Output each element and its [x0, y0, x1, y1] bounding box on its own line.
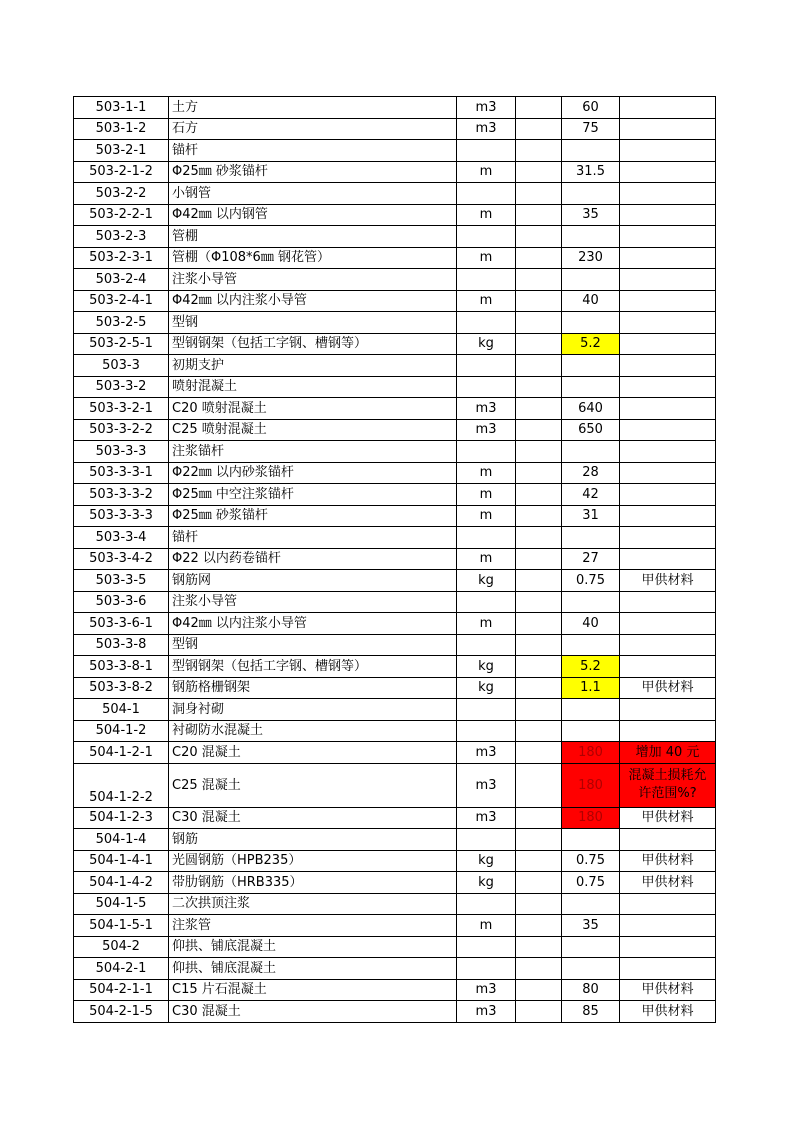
item-code-cell[interactable]: 503-2-5 — [74, 312, 169, 334]
note-cell[interactable]: 甲供材料 — [620, 850, 716, 872]
unit-cell[interactable]: m3 — [457, 118, 516, 140]
item-code-cell[interactable]: 504-1-2-2 — [74, 763, 169, 807]
item-code-cell[interactable]: 503-3-4-2 — [74, 548, 169, 570]
table-row — [74, 290, 716, 312]
table-row — [74, 677, 716, 699]
table-row — [74, 893, 716, 915]
quantity-cell[interactable]: 35 — [562, 204, 620, 226]
quantity-cell[interactable] — [562, 720, 620, 742]
blank-cell[interactable] — [516, 118, 562, 140]
item-code-cell[interactable]: 503-3-2-1 — [74, 398, 169, 420]
quantity-cell[interactable] — [562, 527, 620, 549]
item-name-cell[interactable]: 小钢管 — [169, 183, 457, 205]
note-cell[interactable]: 甲供材料 — [620, 677, 716, 699]
quantity-cell[interactable] — [562, 183, 620, 205]
note-cell[interactable] — [620, 398, 716, 420]
blank-cell[interactable] — [516, 570, 562, 592]
item-name-cell[interactable]: 型钢 — [169, 312, 457, 334]
note-cell[interactable] — [620, 204, 716, 226]
quantity-cell[interactable]: 31.5 — [562, 161, 620, 183]
item-code-cell[interactable]: 503-1-1 — [74, 97, 169, 119]
blank-cell[interactable] — [516, 829, 562, 851]
item-name-cell[interactable]: 土方 — [169, 97, 457, 119]
item-name-cell[interactable]: 二次拱顶注浆 — [169, 893, 457, 915]
item-name-cell[interactable]: Φ22 以内药卷锚杆 — [169, 548, 457, 570]
quantity-cell[interactable]: 85 — [562, 1001, 620, 1023]
unit-cell[interactable]: m3 — [457, 742, 516, 764]
item-code-cell[interactable]: 503-2-5-1 — [74, 333, 169, 355]
table-row — [74, 656, 716, 678]
note-cell[interactable] — [620, 441, 716, 463]
unit-cell[interactable]: m — [457, 613, 516, 635]
item-code-cell[interactable]: 504-2-1 — [74, 958, 169, 980]
note-cell[interactable] — [620, 505, 716, 527]
item-name-cell[interactable]: 锚杆 — [169, 140, 457, 162]
note-cell[interactable] — [620, 226, 716, 248]
table-row — [74, 872, 716, 894]
item-code-cell[interactable]: 503-2-2-1 — [74, 204, 169, 226]
table-row — [74, 915, 716, 937]
item-code-cell[interactable]: 503-1-2 — [74, 118, 169, 140]
unit-cell[interactable]: kg — [457, 850, 516, 872]
note-cell[interactable] — [620, 355, 716, 377]
blank-cell[interactable] — [516, 97, 562, 119]
blank-cell[interactable] — [516, 355, 562, 377]
blank-cell[interactable] — [516, 290, 562, 312]
item-name-cell[interactable]: C25 喷射混凝土 — [169, 419, 457, 441]
item-name-cell[interactable]: 管棚 — [169, 226, 457, 248]
table-row — [74, 333, 716, 355]
unit-cell[interactable] — [457, 634, 516, 656]
item-code-cell[interactable]: 503-2-4-1 — [74, 290, 169, 312]
unit-cell[interactable]: kg — [457, 872, 516, 894]
unit-cell[interactable]: m3 — [457, 979, 516, 1001]
note-cell[interactable] — [620, 958, 716, 980]
item-name-cell[interactable]: 喷射混凝土 — [169, 376, 457, 398]
item-name-cell[interactable]: Φ22㎜ 以内砂浆锚杆 — [169, 462, 457, 484]
unit-cell[interactable]: m3 — [457, 419, 516, 441]
item-name-cell[interactable]: C25 混凝土 — [169, 763, 457, 807]
quantity-cell[interactable]: 650 — [562, 419, 620, 441]
unit-cell[interactable] — [457, 958, 516, 980]
note-cell[interactable] — [620, 183, 716, 205]
quantity-cell[interactable] — [562, 376, 620, 398]
unit-cell[interactable] — [457, 527, 516, 549]
item-name-cell[interactable]: Φ25㎜ 砂浆锚杆 — [169, 161, 457, 183]
item-name-cell[interactable]: 钢筋网 — [169, 570, 457, 592]
item-name-cell[interactable]: 型钢钢架（包括工字钢、槽钢等） — [169, 333, 457, 355]
blank-cell[interactable] — [516, 462, 562, 484]
item-name-cell[interactable]: 型钢钢架（包括工字钢、槽钢等） — [169, 656, 457, 678]
note-cell[interactable] — [620, 656, 716, 678]
table-row — [74, 936, 716, 958]
quantity-cell[interactable] — [562, 140, 620, 162]
unit-cell[interactable]: m — [457, 915, 516, 937]
quantity-cell[interactable] — [562, 958, 620, 980]
item-name-cell[interactable]: 初期支护 — [169, 355, 457, 377]
quantity-cell[interactable] — [562, 226, 620, 248]
note-cell[interactable] — [620, 613, 716, 635]
blank-cell[interactable] — [516, 915, 562, 937]
quantity-cell[interactable] — [562, 893, 620, 915]
item-code-cell[interactable]: 503-2-1 — [74, 140, 169, 162]
item-code-cell[interactable]: 504-1-4-1 — [74, 850, 169, 872]
item-code-cell[interactable]: 503-2-1-2 — [74, 161, 169, 183]
table-row — [74, 484, 716, 506]
table-row — [74, 97, 716, 119]
unit-cell[interactable] — [457, 140, 516, 162]
unit-cell[interactable]: m3 — [457, 763, 516, 807]
item-code-cell[interactable]: 503-3-5 — [74, 570, 169, 592]
note-cell[interactable] — [620, 140, 716, 162]
blank-cell[interactable] — [516, 441, 562, 463]
quantity-cell[interactable]: 40 — [562, 290, 620, 312]
note-cell[interactable]: 甲供材料 — [620, 1001, 716, 1023]
item-name-cell[interactable]: 注浆锚杆 — [169, 441, 457, 463]
item-name-cell[interactable]: Φ25㎜ 砂浆锚杆 — [169, 505, 457, 527]
blank-cell[interactable] — [516, 872, 562, 894]
quantity-cell[interactable]: 75 — [562, 118, 620, 140]
item-name-cell[interactable]: 洞身衬砌 — [169, 699, 457, 721]
note-cell[interactable] — [620, 915, 716, 937]
quantity-cell[interactable]: 0.75 — [562, 570, 620, 592]
item-code-cell[interactable]: 504-2 — [74, 936, 169, 958]
table-row — [74, 419, 716, 441]
note-cell[interactable]: 甲供材料 — [620, 570, 716, 592]
quantity-cell[interactable] — [562, 699, 620, 721]
item-code-cell[interactable]: 503-3-3-3 — [74, 505, 169, 527]
item-name-cell[interactable]: 锚杆 — [169, 527, 457, 549]
blank-cell[interactable] — [516, 656, 562, 678]
note-cell[interactable] — [620, 893, 716, 915]
blank-cell[interactable] — [516, 247, 562, 269]
item-code-cell[interactable]: 503-3-6 — [74, 591, 169, 613]
blank-cell[interactable] — [516, 936, 562, 958]
blank-cell[interactable] — [516, 419, 562, 441]
table-row — [74, 441, 716, 463]
note-cell[interactable]: 甲供材料 — [620, 807, 716, 829]
item-code-cell[interactable]: 503-3-6-1 — [74, 613, 169, 635]
blank-cell[interactable] — [516, 1001, 562, 1023]
unit-cell[interactable] — [457, 312, 516, 334]
note-cell[interactable] — [620, 484, 716, 506]
item-name-cell[interactable]: C20 混凝土 — [169, 742, 457, 764]
table-row — [74, 183, 716, 205]
note-cell[interactable]: 甲供材料 — [620, 872, 716, 894]
note-cell[interactable]: 混凝土损耗允许范围%? — [620, 763, 716, 807]
item-name-cell[interactable]: 钢筋格栅钢架 — [169, 677, 457, 699]
unit-cell[interactable]: m — [457, 484, 516, 506]
item-code-cell[interactable]: 503-3-3 — [74, 441, 169, 463]
note-cell[interactable] — [620, 419, 716, 441]
quantity-cell[interactable] — [562, 441, 620, 463]
table-row — [74, 118, 716, 140]
blank-cell[interactable] — [516, 204, 562, 226]
unit-cell[interactable]: m — [457, 548, 516, 570]
blank-cell[interactable] — [516, 527, 562, 549]
table-row — [74, 548, 716, 570]
item-name-cell[interactable]: Φ42㎜ 以内钢管 — [169, 204, 457, 226]
item-code-cell[interactable]: 503-3-2-2 — [74, 419, 169, 441]
blank-cell[interactable] — [516, 269, 562, 291]
blank-cell[interactable] — [516, 763, 562, 807]
blank-cell[interactable] — [516, 893, 562, 915]
table-row — [74, 850, 716, 872]
item-code-cell[interactable]: 503-3 — [74, 355, 169, 377]
note-cell[interactable]: 增加 40 元 — [620, 742, 716, 764]
note-cell[interactable] — [620, 936, 716, 958]
quantity-cell[interactable] — [562, 829, 620, 851]
unit-cell[interactable] — [457, 591, 516, 613]
blank-cell[interactable] — [516, 742, 562, 764]
unit-cell[interactable]: m3 — [457, 398, 516, 420]
table-row — [74, 958, 716, 980]
blank-cell[interactable] — [516, 720, 562, 742]
item-name-cell[interactable]: C15 片石混凝土 — [169, 979, 457, 1001]
table-row — [74, 398, 716, 420]
item-code-cell[interactable]: 504-1-2-3 — [74, 807, 169, 829]
note-cell[interactable]: 甲供材料 — [620, 979, 716, 1001]
item-code-cell[interactable]: 503-2-4 — [74, 269, 169, 291]
item-code-cell[interactable]: 504-1-2 — [74, 720, 169, 742]
unit-cell[interactable] — [457, 699, 516, 721]
unit-cell[interactable] — [457, 226, 516, 248]
item-code-cell[interactable]: 504-1-4-2 — [74, 872, 169, 894]
table-row — [74, 742, 716, 764]
blank-cell[interactable] — [516, 333, 562, 355]
blank-cell[interactable] — [516, 140, 562, 162]
note-cell[interactable] — [620, 829, 716, 851]
item-name-cell[interactable]: Φ25㎜ 中空注浆锚杆 — [169, 484, 457, 506]
item-name-cell[interactable]: C30 混凝土 — [169, 1001, 457, 1023]
unit-cell[interactable] — [457, 936, 516, 958]
unit-cell[interactable]: kg — [457, 677, 516, 699]
blank-cell[interactable] — [516, 591, 562, 613]
table-row — [74, 634, 716, 656]
quantity-cell[interactable]: 640 — [562, 398, 620, 420]
item-code-cell[interactable]: 504-2-1-1 — [74, 979, 169, 1001]
item-name-cell[interactable]: 钢筋 — [169, 829, 457, 851]
table-row — [74, 720, 716, 742]
item-name-cell[interactable]: Φ42㎜ 以内注浆小导管 — [169, 613, 457, 635]
quantity-cell[interactable]: 42 — [562, 484, 620, 506]
note-cell[interactable] — [620, 527, 716, 549]
blank-cell[interactable] — [516, 398, 562, 420]
unit-cell[interactable] — [457, 893, 516, 915]
quantity-cell[interactable]: 0.75 — [562, 850, 620, 872]
blank-cell[interactable] — [516, 677, 562, 699]
blank-cell[interactable] — [516, 958, 562, 980]
quantity-cell[interactable] — [562, 591, 620, 613]
quantity-cell[interactable] — [562, 634, 620, 656]
item-code-cell[interactable]: 503-2-3-1 — [74, 247, 169, 269]
note-cell[interactable] — [620, 376, 716, 398]
item-name-cell[interactable]: Φ42㎜ 以内注浆小导管 — [169, 290, 457, 312]
item-name-cell[interactable]: 仰拱、铺底混凝土 — [169, 958, 457, 980]
note-cell[interactable] — [620, 548, 716, 570]
table-row — [74, 527, 716, 549]
table-row — [74, 1001, 716, 1023]
table-row — [74, 613, 716, 635]
quantity-cell[interactable]: 28 — [562, 462, 620, 484]
quantity-table — [73, 96, 716, 1023]
note-cell[interactable] — [620, 634, 716, 656]
table-row — [74, 161, 716, 183]
item-name-cell[interactable]: C30 混凝土 — [169, 807, 457, 829]
unit-cell[interactable] — [457, 269, 516, 291]
quantity-cell[interactable]: 40 — [562, 613, 620, 635]
note-cell[interactable] — [620, 699, 716, 721]
item-code-cell[interactable]: 503-3-4 — [74, 527, 169, 549]
item-name-cell[interactable]: 带肋钢筋（HRB335） — [169, 872, 457, 894]
unit-cell[interactable]: m — [457, 462, 516, 484]
blank-cell[interactable] — [516, 548, 562, 570]
unit-cell[interactable] — [457, 376, 516, 398]
blank-cell[interactable] — [516, 699, 562, 721]
unit-cell[interactable]: m3 — [457, 97, 516, 119]
item-code-cell[interactable]: 503-3-8-2 — [74, 677, 169, 699]
quantity-cell[interactable] — [562, 312, 620, 334]
quantity-cell[interactable]: 35 — [562, 915, 620, 937]
item-name-cell[interactable]: 型钢 — [169, 634, 457, 656]
table-row — [74, 140, 716, 162]
blank-cell[interactable] — [516, 183, 562, 205]
quantity-cell[interactable] — [562, 936, 620, 958]
table-row — [74, 204, 716, 226]
item-code-cell[interactable]: 503-2-3 — [74, 226, 169, 248]
item-code-cell[interactable]: 503-3-2 — [74, 376, 169, 398]
table-row — [74, 699, 716, 721]
item-name-cell[interactable]: 注浆小导管 — [169, 269, 457, 291]
quantity-cell[interactable]: 5.2 — [562, 656, 620, 678]
table-row — [74, 226, 716, 248]
table-row — [74, 376, 716, 398]
item-name-cell[interactable]: 石方 — [169, 118, 457, 140]
item-code-cell[interactable]: 503-3-3-1 — [74, 462, 169, 484]
table-row — [74, 570, 716, 592]
item-code-cell[interactable]: 503-3-8 — [74, 634, 169, 656]
unit-cell[interactable] — [457, 829, 516, 851]
unit-cell[interactable]: m — [457, 290, 516, 312]
table-row — [74, 505, 716, 527]
item-code-cell[interactable]: 504-1-5 — [74, 893, 169, 915]
quantity-cell[interactable]: 180 — [562, 742, 620, 764]
note-cell[interactable] — [620, 333, 716, 355]
item-code-cell[interactable]: 504-1-5-1 — [74, 915, 169, 937]
unit-cell[interactable]: m3 — [457, 807, 516, 829]
quantity-cell[interactable]: 180 — [562, 807, 620, 829]
note-cell[interactable] — [620, 462, 716, 484]
item-code-cell[interactable]: 503-3-3-2 — [74, 484, 169, 506]
item-name-cell[interactable]: 管棚（Φ108*6㎜ 钢花管） — [169, 247, 457, 269]
note-cell[interactable] — [620, 118, 716, 140]
blank-cell[interactable] — [516, 634, 562, 656]
note-cell[interactable] — [620, 97, 716, 119]
quantity-cell[interactable]: 0.75 — [562, 872, 620, 894]
table-body — [74, 97, 716, 1023]
unit-cell[interactable]: m3 — [457, 1001, 516, 1023]
table-row — [74, 312, 716, 334]
item-name-cell[interactable]: 注浆管 — [169, 915, 457, 937]
quantity-cell[interactable]: 31 — [562, 505, 620, 527]
table-row — [74, 269, 716, 291]
unit-cell[interactable]: m — [457, 247, 516, 269]
unit-cell[interactable]: m — [457, 161, 516, 183]
quantity-cell[interactable]: 27 — [562, 548, 620, 570]
note-cell[interactable] — [620, 290, 716, 312]
table-row — [74, 355, 716, 377]
blank-cell[interactable] — [516, 376, 562, 398]
quantity-cell[interactable] — [562, 355, 620, 377]
unit-cell[interactable]: m — [457, 505, 516, 527]
unit-cell[interactable]: kg — [457, 333, 516, 355]
table-row — [74, 247, 716, 269]
quantity-cell[interactable]: 5.2 — [562, 333, 620, 355]
note-cell[interactable] — [620, 720, 716, 742]
item-code-cell[interactable]: 504-1 — [74, 699, 169, 721]
quantity-cell[interactable]: 180 — [562, 763, 620, 807]
note-cell[interactable] — [620, 161, 716, 183]
quantity-cell[interactable]: 1.1 — [562, 677, 620, 699]
item-code-cell[interactable]: 504-1-2-1 — [74, 742, 169, 764]
unit-cell[interactable] — [457, 183, 516, 205]
blank-cell[interactable] — [516, 807, 562, 829]
blank-cell[interactable] — [516, 613, 562, 635]
item-code-cell[interactable]: 503-3-8-1 — [74, 656, 169, 678]
item-name-cell[interactable]: 光圆钢筋（HPB235） — [169, 850, 457, 872]
table-row — [74, 979, 716, 1001]
quantity-cell[interactable]: 60 — [562, 97, 620, 119]
table-row — [74, 591, 716, 613]
note-cell[interactable] — [620, 591, 716, 613]
blank-cell[interactable] — [516, 484, 562, 506]
unit-cell[interactable]: m — [457, 204, 516, 226]
table-row — [74, 829, 716, 851]
blank-cell[interactable] — [516, 979, 562, 1001]
unit-cell[interactable]: kg — [457, 570, 516, 592]
item-name-cell[interactable]: 注浆小导管 — [169, 591, 457, 613]
note-cell[interactable] — [620, 269, 716, 291]
blank-cell[interactable] — [516, 505, 562, 527]
item-name-cell[interactable]: 衬砌防水混凝土 — [169, 720, 457, 742]
item-code-cell[interactable]: 503-2-2 — [74, 183, 169, 205]
item-name-cell[interactable]: 仰拱、铺底混凝土 — [169, 936, 457, 958]
quantity-cell[interactable] — [562, 269, 620, 291]
unit-cell[interactable] — [457, 720, 516, 742]
table-row — [74, 807, 716, 829]
unit-cell[interactable]: kg — [457, 656, 516, 678]
blank-cell[interactable] — [516, 312, 562, 334]
item-code-cell[interactable]: 504-2-1-5 — [74, 1001, 169, 1023]
quantity-cell[interactable]: 230 — [562, 247, 620, 269]
quantity-cell[interactable]: 80 — [562, 979, 620, 1001]
blank-cell[interactable] — [516, 226, 562, 248]
blank-cell[interactable] — [516, 161, 562, 183]
note-cell[interactable] — [620, 247, 716, 269]
table-row — [74, 462, 716, 484]
unit-cell[interactable] — [457, 355, 516, 377]
unit-cell[interactable] — [457, 441, 516, 463]
item-code-cell[interactable]: 504-1-4 — [74, 829, 169, 851]
item-name-cell[interactable]: C20 喷射混凝土 — [169, 398, 457, 420]
blank-cell[interactable] — [516, 850, 562, 872]
table-row — [74, 763, 716, 807]
note-cell[interactable] — [620, 312, 716, 334]
